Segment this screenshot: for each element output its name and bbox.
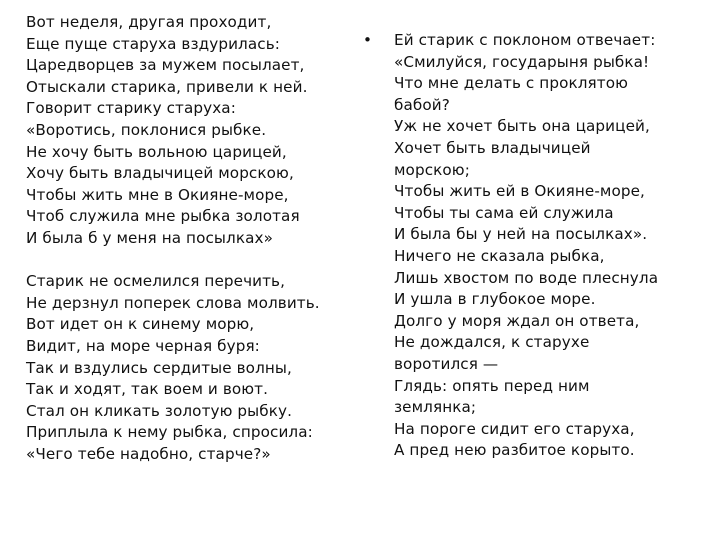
poem-line: морскою; [394,160,470,179]
poem-line: Стал он кликать золотую рыбку. [26,401,293,420]
poem-line: Хочет быть владычицей [394,138,591,157]
poem-line: Чтоб служила мне рыбка золотая [26,207,300,226]
poem-line: Старик не осмелился перечить, [26,272,286,291]
poem-line: Что мне делать с проклятою [394,74,629,93]
left-text-column [26,12,320,465]
poem-line: Чтобы жить мне в Окияне-море, [26,185,289,204]
poem-line: Долго у моря ждал он ответа, [394,311,640,330]
bullet-icon: • [363,31,372,49]
poem-line: Не дождался, к старухе [394,333,590,352]
poem-line: Чтобы ты сама ей служила [394,203,614,222]
poem-line: Отыскали старика, привели к ней. [26,77,308,96]
poem-line: А пред нею разбитое корыто. [394,441,635,460]
poem-line: «Чего тебе надобно, старче?» [26,444,271,463]
poem-line: Не хочу быть вольною царицей, [26,142,287,161]
poem-line: Лишь хвостом по воде плеснула [394,268,659,287]
poem-line: Ничего не сказала рыбка, [394,246,605,265]
poem-line: И была б у меня на посылках» [26,228,273,247]
poem-line: Ей старик с поклоном отвечает: [394,31,656,49]
poem-line: Видит, на море черная буря: [26,336,260,355]
poem-line: Не дерзнул поперек слова молвить. [26,293,320,312]
poem-line: И была бы у ней на посылках». [394,225,648,244]
poem-line: Вот неделя, другая проходит, [26,13,272,31]
poem-line: Уж не хочет быть она царицей, [394,117,650,136]
stanza-gap [26,250,320,272]
poem-line: бабой? [394,95,450,114]
poem-line: Говорит старику старуха: [26,99,236,118]
poem-line: На пороге сидит его старуха, [394,419,635,438]
poem-line: землянка; [394,398,477,417]
poem-line: «Смилуйся, государыня рыбка! [394,52,650,71]
poem-line: Глядь: опять перед ним [394,376,590,395]
poem-line: Приплыла к нему рыбка, спросила: [26,423,313,442]
poem-line: И ушла в глубокое море. [394,290,596,309]
poem-line: Еще пуще старуха вздурилась: [26,34,280,53]
right-text-column [394,30,658,462]
poem-line: «Воротись, поклонися рыбке. [26,120,267,139]
poem-line: Вот идет он к синему морю, [26,315,255,334]
poem-line: Царедворцев за мужем посылает, [26,56,305,75]
poem-line: Хочу быть владычицей морскою, [26,164,294,183]
poem-line: Так и ходят, так воем и воют. [26,380,269,399]
poem-line: Чтобы жить ей в Окияне-море, [394,182,645,201]
poem-line: Так и вздулись сердитые волны, [26,358,292,377]
poem-line: воротился — [394,354,499,373]
